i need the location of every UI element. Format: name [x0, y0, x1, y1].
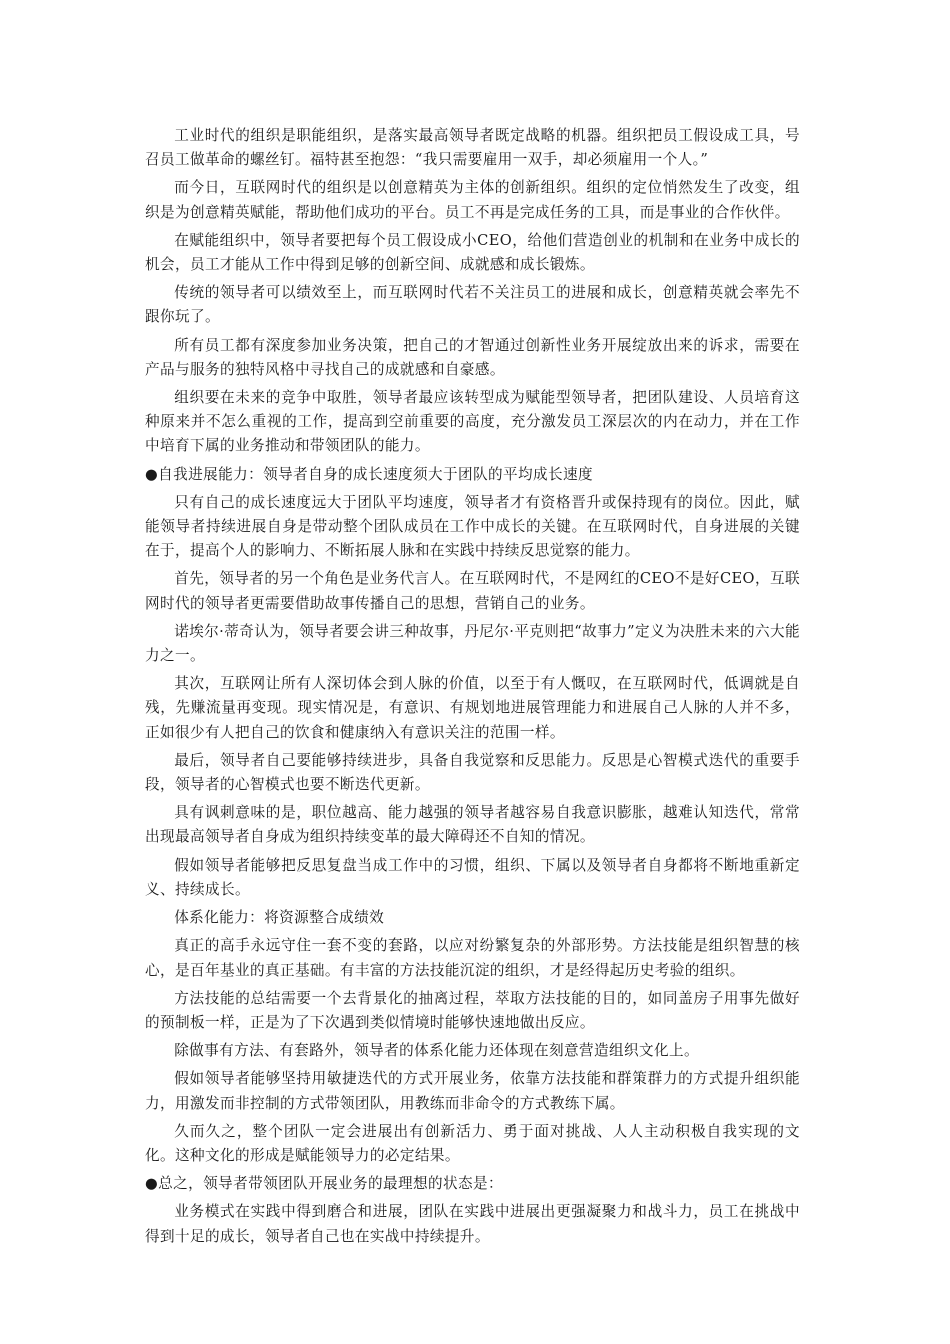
paragraph: 业务模式在实践中得到磨合和进展，团队在实践中进展出更强凝聚力和战斗力，员工在挑战中得到十足的成长，领导者自己也在实战中持续提升。: [145, 1203, 800, 1245]
paragraph: 传统的领导者可以绩效至上，而互联网时代若不关注员工的进展和成长，创意精英就会率先不跟你玩了。: [145, 284, 800, 326]
bullet-heading: ●总之，领导者带领团队开展业务的最理想的状态是：: [145, 1175, 503, 1193]
paragraph: 假如领导者能够把反思复盘当成工作中的习惯，组织、下属以及领导者自身都将不断地重新定义、持续成长。: [145, 856, 800, 898]
paragraph: 组织要在未来的竞争中取胜，领导者最应该转型成为赋能型领导者，把团队建设、人员培育这种原来并不怎么重视的工作，提高到空前重要的高度，充分激发员工深层次的内在动力，并在工作中培育下属的业务推动和带领团队的能力。: [145, 389, 800, 455]
paragraph: 只有自己的成长速度远大于团队平均速度，领导者才有资格晋升或保持现有的岗位。因此，赋能领导者持续进展自身是带动整个团队成员在工作中成长的关键。在互联网时代，自身进展的关键在于，提高个人的影响力、不断拓展人脉和在实践中持续反思觉察的能力。: [145, 493, 800, 560]
paragraph: 首先，领导者的另一个角色是业务代言人。在互联网时代，不是网红的CEO不是好CEO，互联网时代的领导者更需要借助故事传播自己的思想，营销自己的业务。: [145, 570, 800, 612]
paragraph: 除做事有方法、有套路外，领导者的体系化能力还体现在刻意营造组织文化上。: [174, 1042, 699, 1060]
bullet-heading: ●自我进展能力：领导者自身的成长速度须大于团队的平均成长速度: [145, 465, 593, 483]
paragraph: 真正的高手永远守住一套不变的套路，以应对纷繁复杂的外部形势。方法技能是组织智慧的核心，是百年基业的真正基础。有丰富的方法技能沉淀的组织，才是经得起历史考验的组织。: [145, 937, 800, 979]
paragraph: 具有讽刺意味的是，职位越高、能力越强的领导者越容易自我意识膨胀，越难认知迭代，常常出现最高领导者自身成为组织持续变革的最大障碍还不自知的情况。: [145, 804, 800, 846]
paragraph: 工业时代的组织是职能组织，是落实最高领导者既定战略的机器。组织把员工假设成工具，号召员工做革命的螺丝钉。福特甚至抱怨：“我只需要雇用一双手，却必须雇用一个人。”: [145, 127, 800, 169]
paragraph: 而今日，互联网时代的组织是以创意精英为主体的创新组织。组织的定位悄然发生了改变，组织是为创意精英赋能，帮助他们成功的平台。员工不再是完成任务的工具，而是事业的合作伙伴。: [145, 179, 800, 221]
paragraph: 方法技能的总结需要一个去背景化的抽离过程，萃取方法技能的目的，如同盖房子用事先做好的预制板一样，正是为了下次遇到类似情境时能够快速地做出反应。: [145, 989, 800, 1031]
paragraph: 最后，领导者自己要能够持续进步，具备自我觉察和反思能力。反思是心智模式迭代的重要手段，领导者的心智模式也要不断迭代更新。: [145, 751, 800, 794]
paragraph: 诺埃尔·蒂奇认为，领导者要会讲三种故事，丹尼尔·平克则把“故事力”定义为决胜未来的六大能力之一。: [145, 622, 800, 665]
paragraph: 体系化能力：将资源整合成绩效: [174, 909, 385, 927]
paragraph: 所有员工都有深度参加业务决策，把自己的才智通过创新性业务开展绽放出来的诉求，需要在产品与服务的独特风格中寻找自己的成就感和自豪感。: [145, 336, 800, 378]
document-body: [145, 124, 800, 1253]
paragraph: 其次，互联网让所有人深切体会到人脉的价值，以至于有人慨叹，在互联网时代，低调就是自残，先赚流量再变现。现实情况是，有意识、有规划地进展管理能力和进展自己人脉的人并不多，正如很少有人把自己的饮食和健康纳入有意识关注的范围一样。: [145, 675, 800, 741]
paragraph: 假如领导者能够坚持用敏捷迭代的方式开展业务，依靠方法技能和群策群力的方式提升组织能力，用激发而非控制的方式带领团队，用教练而非命令的方式教练下属。: [145, 1070, 800, 1112]
paragraph: 久而久之，整个团队一定会进展出有创新活力、勇于面对挑战、人人主动积极自我实现的文化。这种文化的形成是赋能领导力的必定结果。: [145, 1122, 800, 1164]
paragraph: 在赋能组织中，领导者要把每个员工假设成小CEO，给他们营造创业的机制和在业务中成长的机会，员工才能从工作中得到足够的创新空间、成就感和成长锻炼。: [145, 231, 800, 274]
